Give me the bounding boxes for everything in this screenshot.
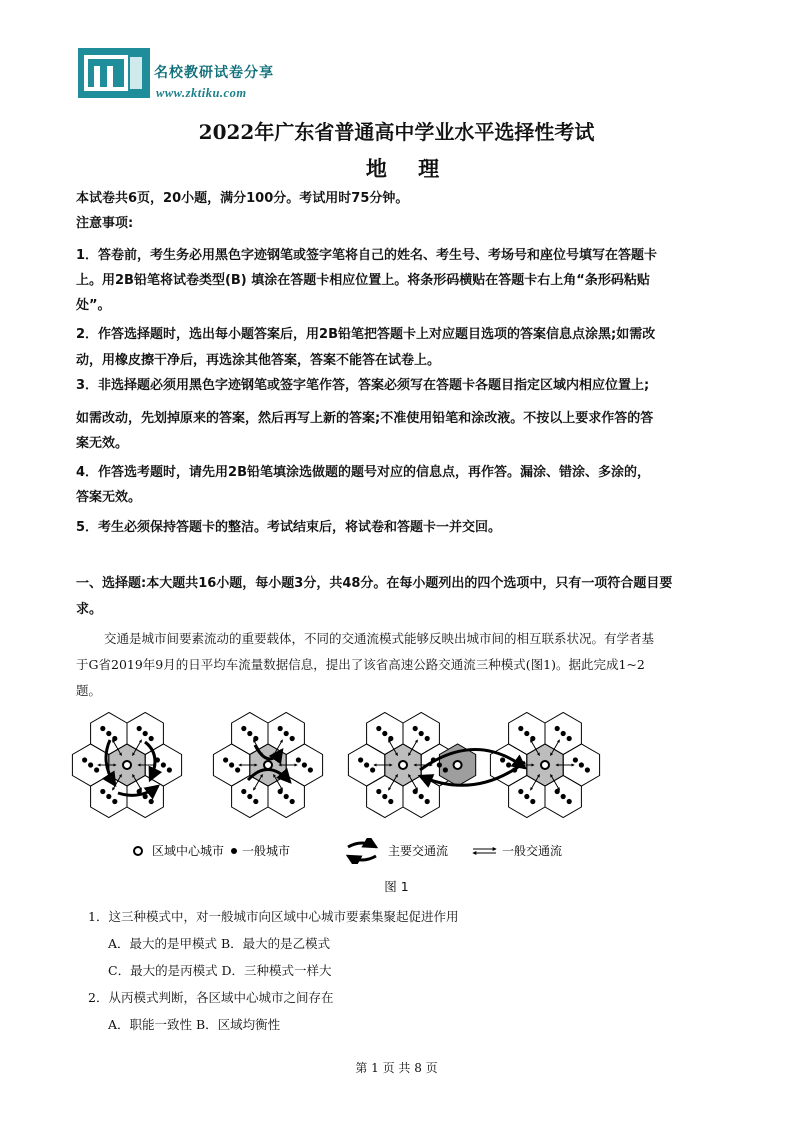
notes-title: 注意事项: [76,216,134,231]
city-dot [518,726,523,731]
city-dot [235,767,240,772]
city-dot [149,799,154,804]
center-city-dot [454,761,462,769]
center-city-dot [264,761,272,769]
city-dot [512,767,517,772]
city-dot [530,799,535,804]
city-dot [247,731,252,736]
city-dot [555,789,560,794]
passage-line: 交通是城市间要素流动的重要载体，不同的交通流模式能够反映出城市间的相互联系状况。有学者基 [104,631,655,646]
city-dot [284,731,289,736]
passage-line: 题。 [76,683,102,698]
question-1-options: A．最大的是甲模式 B．最大的是乙模式 [108,936,331,951]
city-dot [278,789,283,794]
city-dot [112,736,117,741]
city-dot [419,731,424,736]
city-dot [161,762,166,767]
city-dot [253,736,258,741]
city-dot [94,767,99,772]
city-dot [100,789,105,794]
city-dot [573,757,578,762]
question-2-stem: 2．从丙模式判断，各区域中心城市之间存在 [88,990,334,1005]
city-dot [223,757,228,762]
city-dot [388,799,393,804]
center-city-symbol [134,847,142,855]
page-footer: 第 1 页 共 8 页 [355,1061,438,1075]
city-dot [419,794,424,799]
city-dot [308,767,313,772]
city-dot [431,757,436,762]
note-line: 动，用橡皮擦干净后，再选涂其他答案，答案不能答在试卷上。 [76,353,441,368]
city-dot [143,731,148,736]
city-dot [296,757,301,762]
city-dot [100,726,105,731]
logo-name: 名校教研试卷分享 [154,65,274,81]
note-line: 答案无效。 [76,490,142,505]
exam-title: 2022年广东省普通高中学业水平选择性考试 [198,120,595,144]
city-dot [425,799,430,804]
city-dot [278,726,283,731]
city-dot [413,726,418,731]
city-dot [247,794,252,799]
city-dot [500,757,505,762]
question-1-options: C．最大的是丙模式 D．三种模式一样大 [108,963,332,978]
subject-title: 地 理 [365,156,452,181]
main-flow-arrow [145,742,155,780]
city-dot [82,757,87,762]
figure-caption: 图 1 [384,879,409,894]
city-dot [388,736,393,741]
note-line: 4．作答选考题时，请先用2B铅笔填涂选做题的题号对应的信息点，再作答。漏涂、错涂、多涂的， [76,465,651,480]
city-dot [302,762,307,767]
city-dot [585,767,590,772]
city-dot [567,799,572,804]
passage-line: 于G省2019年9月的日平均车流量数据信息，提出了该省高速公路交通流三种模式(图1)。据此完成1~2 [76,657,645,672]
city-dot [149,736,154,741]
legend-city-label: 一般城市 [242,844,291,858]
city-dot [530,736,535,741]
city-dot [518,789,523,794]
city-dot [137,789,142,794]
city-dot [413,789,418,794]
note-line: 上。用2B铅笔将试卷类型(B) 填涂在答题卡相应位置上。将条形码横贴在答题卡右上角“条形码粘贴 [76,273,650,288]
center-city-dot [123,761,131,769]
city-dot [376,789,381,794]
logo-icon [78,48,150,98]
legend-main-label: 主要交通流 [388,844,449,858]
note-line: 如需改动，先划掉原来的答案，然后再写上新的答案;不准使用铅笔和涂改液。不按以上要求作答的答 [76,411,654,426]
logo-url: www.zktiku.com [156,86,247,100]
city-dot [370,767,375,772]
section-heading-cont: 求。 [76,602,103,617]
center-city-dot [541,761,549,769]
city-dot [358,757,363,762]
city-dot [382,794,387,799]
intro-text: 本试卷共6页，20小题，满分100分。考试用时75分钟。 [76,191,409,206]
city-dot [555,726,560,731]
city-dot [290,736,295,741]
city-dot [364,762,369,767]
city-dot [567,736,572,741]
section-heading: 一、选择题:本大题共16小题，每小题3分，共48分。在每小题列出的四个选项中，只有一项符合题目要 [76,576,673,591]
city-dot [106,794,111,799]
city-dot [290,799,295,804]
note-line: 5．考生必须保持答题卡的整洁。考试结束后，将试卷和答题卡一并交回。 [76,520,502,535]
city-dot [112,799,117,804]
city-dot [253,799,258,804]
city-dot [137,726,142,731]
city-dot [561,731,566,736]
city-dot [106,731,111,736]
city-dot [437,762,442,767]
center-city-dot [399,761,407,769]
note-line: 2．作答选择题时，选出每小题答案后，用2B铅笔把答题卡上对应题目选项的答案信息点涂黑;如需改 [76,327,656,342]
city-dot [241,789,246,794]
note-line: 处”。 [76,298,111,313]
legend-general-label: 一般交通流 [502,844,563,858]
city-dot [241,726,246,731]
question-1-stem: 1．这三种模式中，对一般城市向区域中心城市要素集聚起促进作用 [88,909,459,924]
city-dot [167,767,172,772]
city-dot [382,731,387,736]
note-line: 案无效。 [76,436,129,451]
city-dot [229,762,234,767]
figure-legend [130,838,590,864]
city-dot [143,794,148,799]
main-flow-icon [348,843,376,847]
city-dot [88,762,93,767]
city-dot [524,731,529,736]
city-dot [443,767,448,772]
city-dot [561,794,566,799]
note-line: 1．答卷前，考生务必用黑色字迹钢笔或签字笔将自己的姓名、考生号、考场号和座位号填写在答题卡 [76,248,658,263]
city-dot [506,762,511,767]
city-dot [376,726,381,731]
city-dot [524,794,529,799]
legend-center-label: 区域中心城市 [152,844,225,858]
question-2-options: A．职能一致性 B．区域均衡性 [108,1017,281,1032]
city-symbol [231,848,237,854]
city-dot [284,794,289,799]
city-dot [425,736,430,741]
city-dot [155,757,160,762]
note-line: 3．非选择题必须用黑色字迹钢笔或签字笔作答，答案必须写在答题卡各题目指定区域内相应位置上; [76,378,650,393]
city-dot [579,762,584,767]
